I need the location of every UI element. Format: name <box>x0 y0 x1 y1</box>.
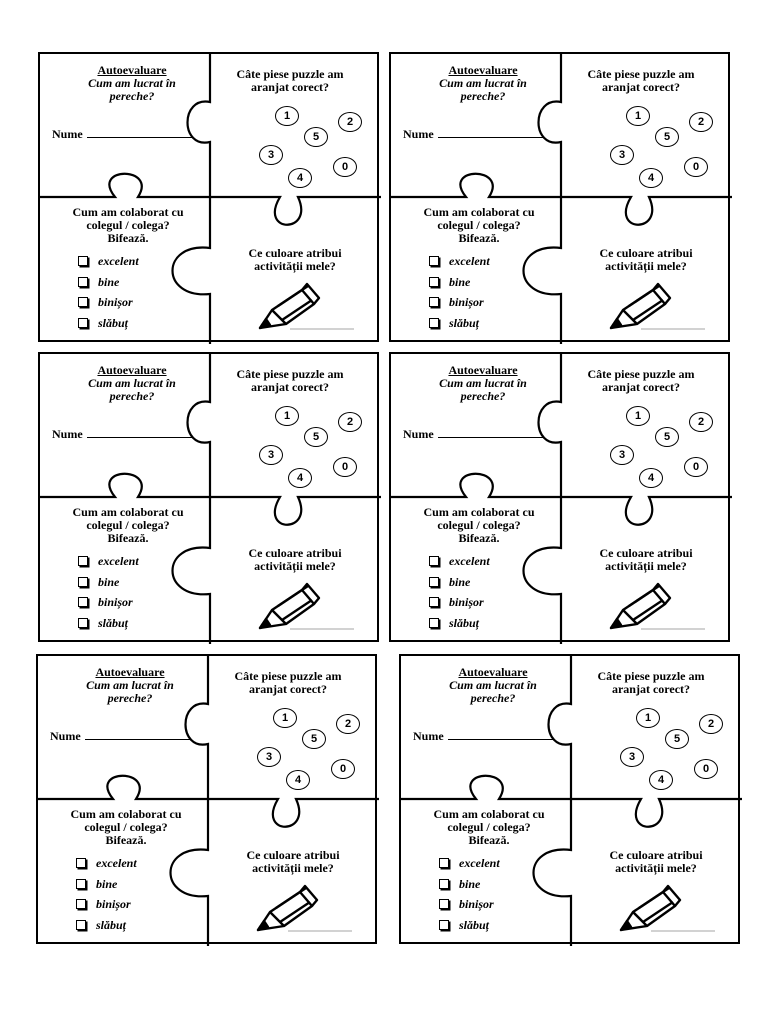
name-blank-line[interactable] <box>85 730 190 740</box>
checkbox-icon[interactable] <box>78 318 88 328</box>
checkbox-icon[interactable] <box>429 297 439 307</box>
number-circle[interactable]: 4 <box>639 168 663 188</box>
card-subtitle-line2: pereche? <box>109 389 155 403</box>
number-circle[interactable]: 3 <box>259 445 283 465</box>
collaboration-question-line2: colegul / colega? <box>84 820 168 834</box>
name-label: Nume <box>403 127 434 141</box>
collaboration-question <box>48 506 208 545</box>
checkbox-icon[interactable] <box>439 920 449 930</box>
pieces-question-line2: aranjat corect? <box>250 380 330 394</box>
checkbox-icon[interactable] <box>429 556 439 566</box>
self-assessment-card <box>38 352 379 642</box>
color-question-line2: activității mele? <box>254 259 336 273</box>
card-subtitle-line2: pereche? <box>460 389 506 403</box>
option-bine[interactable]: bine <box>429 576 490 597</box>
color-question-line2: activității mele? <box>254 559 336 573</box>
card-title-block <box>423 666 563 705</box>
option-binisor[interactable]: binișor <box>429 596 490 617</box>
option-binisor[interactable]: binișor <box>429 296 490 317</box>
color-question-line1: Ce culoare atribui <box>599 246 693 260</box>
pieces-question-line1: Câte piese puzzle am <box>597 669 705 683</box>
checkbox-icon[interactable] <box>439 899 449 909</box>
option-binisor[interactable]: binișor <box>78 596 139 617</box>
collaboration-question <box>409 808 569 847</box>
collaboration-question <box>46 808 206 847</box>
name-blank-line[interactable] <box>448 730 553 740</box>
checkbox-icon[interactable] <box>429 256 439 266</box>
color-question-line1: Ce culoare atribui <box>248 246 342 260</box>
number-circle[interactable]: 5 <box>655 127 679 147</box>
option-binisor[interactable]: binișor <box>76 898 137 919</box>
option-excelent[interactable]: excelent <box>429 255 490 276</box>
pieces-question-line1: Câte piese puzzle am <box>587 67 695 81</box>
card-title-block <box>60 666 200 705</box>
name-label: Nume <box>413 729 444 743</box>
option-excelent[interactable]: excelent <box>429 555 490 576</box>
collaboration-question <box>399 506 559 545</box>
option-bine[interactable]: bine <box>76 878 137 899</box>
number-circle[interactable]: 0 <box>684 457 708 477</box>
number-circle[interactable]: 2 <box>689 412 713 432</box>
number-circle[interactable]: 3 <box>610 145 634 165</box>
checkbox-icon[interactable] <box>78 597 88 607</box>
option-excelent[interactable]: excelent <box>76 857 137 878</box>
pencil-icon <box>252 580 357 632</box>
pieces-question-line2: aranjat corect? <box>611 682 691 696</box>
pieces-question-line2: aranjat corect? <box>250 80 330 94</box>
pieces-question <box>215 368 365 394</box>
pieces-question <box>566 68 716 94</box>
pieces-question <box>576 670 726 696</box>
card-title-block <box>413 364 553 403</box>
collaboration-options <box>76 857 137 939</box>
card-subtitle-line1: Cum am lucrat în <box>88 76 176 90</box>
card-title-block <box>62 364 202 403</box>
number-circle[interactable]: 1 <box>275 106 299 126</box>
pieces-question-line1: Câte piese puzzle am <box>236 67 344 81</box>
collaboration-question-line3: Bifează. <box>468 833 510 847</box>
name-blank-line[interactable] <box>438 428 543 438</box>
checkbox-icon[interactable] <box>429 577 439 587</box>
card-subtitle-line1: Cum am lucrat în <box>88 376 176 390</box>
checkbox-icon[interactable] <box>78 556 88 566</box>
collaboration-options <box>439 857 500 939</box>
card-title: Autoevaluare <box>95 665 165 679</box>
card-title: Autoevaluare <box>448 363 518 377</box>
collaboration-question-line2: colegul / colega? <box>86 518 170 532</box>
number-circle[interactable]: 2 <box>689 112 713 132</box>
number-circle[interactable]: 2 <box>699 714 723 734</box>
collaboration-question-line2: colegul / colega? <box>437 518 521 532</box>
collaboration-question-line1: Cum am colaborat cu <box>72 505 184 519</box>
checkbox-icon[interactable] <box>76 879 86 889</box>
collaboration-question-line2: colegul / colega? <box>86 218 170 232</box>
name-blank-line[interactable] <box>87 428 192 438</box>
checkbox-icon[interactable] <box>76 899 86 909</box>
collaboration-question-line1: Cum am colaborat cu <box>423 505 535 519</box>
collaboration-question-line3: Bifează. <box>107 531 149 545</box>
collaboration-question-line3: Bifează. <box>105 833 147 847</box>
name-field[interactable] <box>403 128 553 141</box>
pencil-icon <box>613 882 718 934</box>
name-field[interactable] <box>52 128 202 141</box>
checkbox-icon[interactable] <box>439 879 449 889</box>
number-circle[interactable]: 1 <box>636 708 660 728</box>
name-label: Nume <box>50 729 81 743</box>
pieces-question-line2: aranjat corect? <box>601 380 681 394</box>
name-blank-line[interactable] <box>87 128 192 138</box>
option-bine[interactable]: bine <box>78 276 139 297</box>
number-circle[interactable]: 5 <box>302 729 326 749</box>
checkbox-icon[interactable] <box>429 318 439 328</box>
color-question-line2: activității mele? <box>605 559 687 573</box>
option-excelent[interactable]: excelent <box>78 255 139 276</box>
number-circle[interactable]: 2 <box>336 714 360 734</box>
checkbox-icon[interactable] <box>78 297 88 307</box>
number-circle[interactable]: 4 <box>649 770 673 790</box>
pieces-question-line1: Câte piese puzzle am <box>587 367 695 381</box>
collaboration-options <box>78 555 139 637</box>
number-circle[interactable]: 0 <box>333 157 357 177</box>
checkbox-icon[interactable] <box>439 858 449 868</box>
checkbox-icon[interactable] <box>78 277 88 287</box>
checkbox-icon[interactable] <box>76 858 86 868</box>
collaboration-question <box>48 206 208 245</box>
number-circle[interactable]: 4 <box>288 168 312 188</box>
pencil-icon <box>603 280 708 332</box>
card-title: Autoevaluare <box>97 63 167 77</box>
collaboration-options <box>78 255 139 337</box>
collaboration-question <box>399 206 559 245</box>
card-subtitle-line1: Cum am lucrat în <box>449 678 537 692</box>
option-slabut[interactable]: slăbuț <box>78 317 139 338</box>
pieces-question <box>213 670 363 696</box>
name-field[interactable] <box>50 730 200 743</box>
card-title: Autoevaluare <box>97 363 167 377</box>
name-field[interactable] <box>413 730 563 743</box>
collaboration-question-line3: Bifează. <box>458 531 500 545</box>
color-question-line1: Ce culoare atribui <box>248 546 342 560</box>
checkbox-icon[interactable] <box>429 618 439 628</box>
number-circle[interactable]: 0 <box>333 457 357 477</box>
collaboration-question-line3: Bifează. <box>458 231 500 245</box>
option-excelent[interactable]: excelent <box>439 857 500 878</box>
card-title-block <box>413 64 553 103</box>
pencil-icon <box>252 280 357 332</box>
number-circle[interactable]: 5 <box>304 127 328 147</box>
pencil-icon <box>603 580 708 632</box>
color-question <box>571 547 721 573</box>
number-circle[interactable]: 0 <box>694 759 718 779</box>
number-circle[interactable]: 3 <box>610 445 634 465</box>
checkbox-icon[interactable] <box>78 256 88 266</box>
card-subtitle-line1: Cum am lucrat în <box>439 76 527 90</box>
color-question-line1: Ce culoare atribui <box>609 848 703 862</box>
color-question <box>220 547 370 573</box>
card-subtitle-line2: pereche? <box>109 89 155 103</box>
self-assessment-card <box>389 352 730 642</box>
pieces-question-line1: Câte piese puzzle am <box>236 367 344 381</box>
name-field[interactable] <box>403 428 553 441</box>
color-question-line2: activității mele? <box>615 861 697 875</box>
number-circle[interactable]: 3 <box>620 747 644 767</box>
option-slabut[interactable]: slăbuț <box>439 919 500 940</box>
option-slabut[interactable]: slăbuț <box>429 617 490 638</box>
self-assessment-card <box>38 52 379 342</box>
pieces-question <box>566 368 716 394</box>
option-bine[interactable]: bine <box>439 878 500 899</box>
collaboration-question-line3: Bifează. <box>107 231 149 245</box>
number-circle[interactable]: 3 <box>259 145 283 165</box>
collaboration-question-line1: Cum am colaborat cu <box>433 807 545 821</box>
name-blank-line[interactable] <box>438 128 543 138</box>
number-circle[interactable]: 0 <box>331 759 355 779</box>
pieces-question-line2: aranjat corect? <box>248 682 328 696</box>
number-circle[interactable]: 5 <box>655 427 679 447</box>
pencil-icon <box>250 882 355 934</box>
checkbox-icon[interactable] <box>78 577 88 587</box>
number-circle[interactable]: 2 <box>338 412 362 432</box>
collaboration-question-line1: Cum am colaborat cu <box>72 205 184 219</box>
card-subtitle-line2: pereche? <box>107 691 153 705</box>
number-circle[interactable]: 2 <box>338 112 362 132</box>
number-circle[interactable]: 4 <box>639 468 663 488</box>
option-slabut[interactable]: slăbuț <box>78 617 139 638</box>
name-label: Nume <box>52 427 83 441</box>
card-title: Autoevaluare <box>448 63 518 77</box>
card-title-block <box>62 64 202 103</box>
card-subtitle-line1: Cum am lucrat în <box>86 678 174 692</box>
collaboration-options <box>429 255 490 337</box>
color-question <box>220 247 370 273</box>
collaboration-options <box>429 555 490 637</box>
self-assessment-card <box>399 654 740 944</box>
option-binisor[interactable]: binișor <box>78 296 139 317</box>
checkbox-icon[interactable] <box>429 597 439 607</box>
name-field[interactable] <box>52 428 202 441</box>
checkbox-icon[interactable] <box>76 920 86 930</box>
checkbox-icon[interactable] <box>78 618 88 628</box>
pieces-question-line2: aranjat corect? <box>601 80 681 94</box>
self-assessment-card <box>36 654 377 944</box>
number-circle[interactable]: 1 <box>626 106 650 126</box>
option-slabut[interactable]: slăbuț <box>429 317 490 338</box>
self-assessment-card <box>389 52 730 342</box>
collaboration-question-line1: Cum am colaborat cu <box>423 205 535 219</box>
name-label: Nume <box>403 427 434 441</box>
number-circle[interactable]: 1 <box>273 708 297 728</box>
collaboration-question-line1: Cum am colaborat cu <box>70 807 182 821</box>
number-circle[interactable]: 0 <box>684 157 708 177</box>
color-question-line2: activității mele? <box>605 259 687 273</box>
card-subtitle-line1: Cum am lucrat în <box>439 376 527 390</box>
pieces-question <box>215 68 365 94</box>
card-subtitle-line2: pereche? <box>470 691 516 705</box>
option-bine[interactable]: bine <box>429 276 490 297</box>
option-binisor[interactable]: binișor <box>439 898 500 919</box>
number-circle[interactable]: 3 <box>257 747 281 767</box>
number-circle[interactable]: 4 <box>288 468 312 488</box>
card-subtitle-line2: pereche? <box>460 89 506 103</box>
number-circle[interactable]: 1 <box>626 406 650 426</box>
card-title: Autoevaluare <box>458 665 528 679</box>
name-label: Nume <box>52 127 83 141</box>
collaboration-question-line2: colegul / colega? <box>437 218 521 232</box>
color-question <box>571 247 721 273</box>
number-circle[interactable]: 5 <box>665 729 689 749</box>
checkbox-icon[interactable] <box>429 277 439 287</box>
number-circle[interactable]: 4 <box>286 770 310 790</box>
option-excelent[interactable]: excelent <box>78 555 139 576</box>
option-bine[interactable]: bine <box>78 576 139 597</box>
number-circle[interactable]: 5 <box>304 427 328 447</box>
number-circle[interactable]: 1 <box>275 406 299 426</box>
color-question <box>581 849 731 875</box>
color-question-line1: Ce culoare atribui <box>599 546 693 560</box>
color-question <box>218 849 368 875</box>
color-question-line1: Ce culoare atribui <box>246 848 340 862</box>
color-question-line2: activității mele? <box>252 861 334 875</box>
option-slabut[interactable]: slăbuț <box>76 919 137 940</box>
collaboration-question-line2: colegul / colega? <box>447 820 531 834</box>
pieces-question-line1: Câte piese puzzle am <box>234 669 342 683</box>
